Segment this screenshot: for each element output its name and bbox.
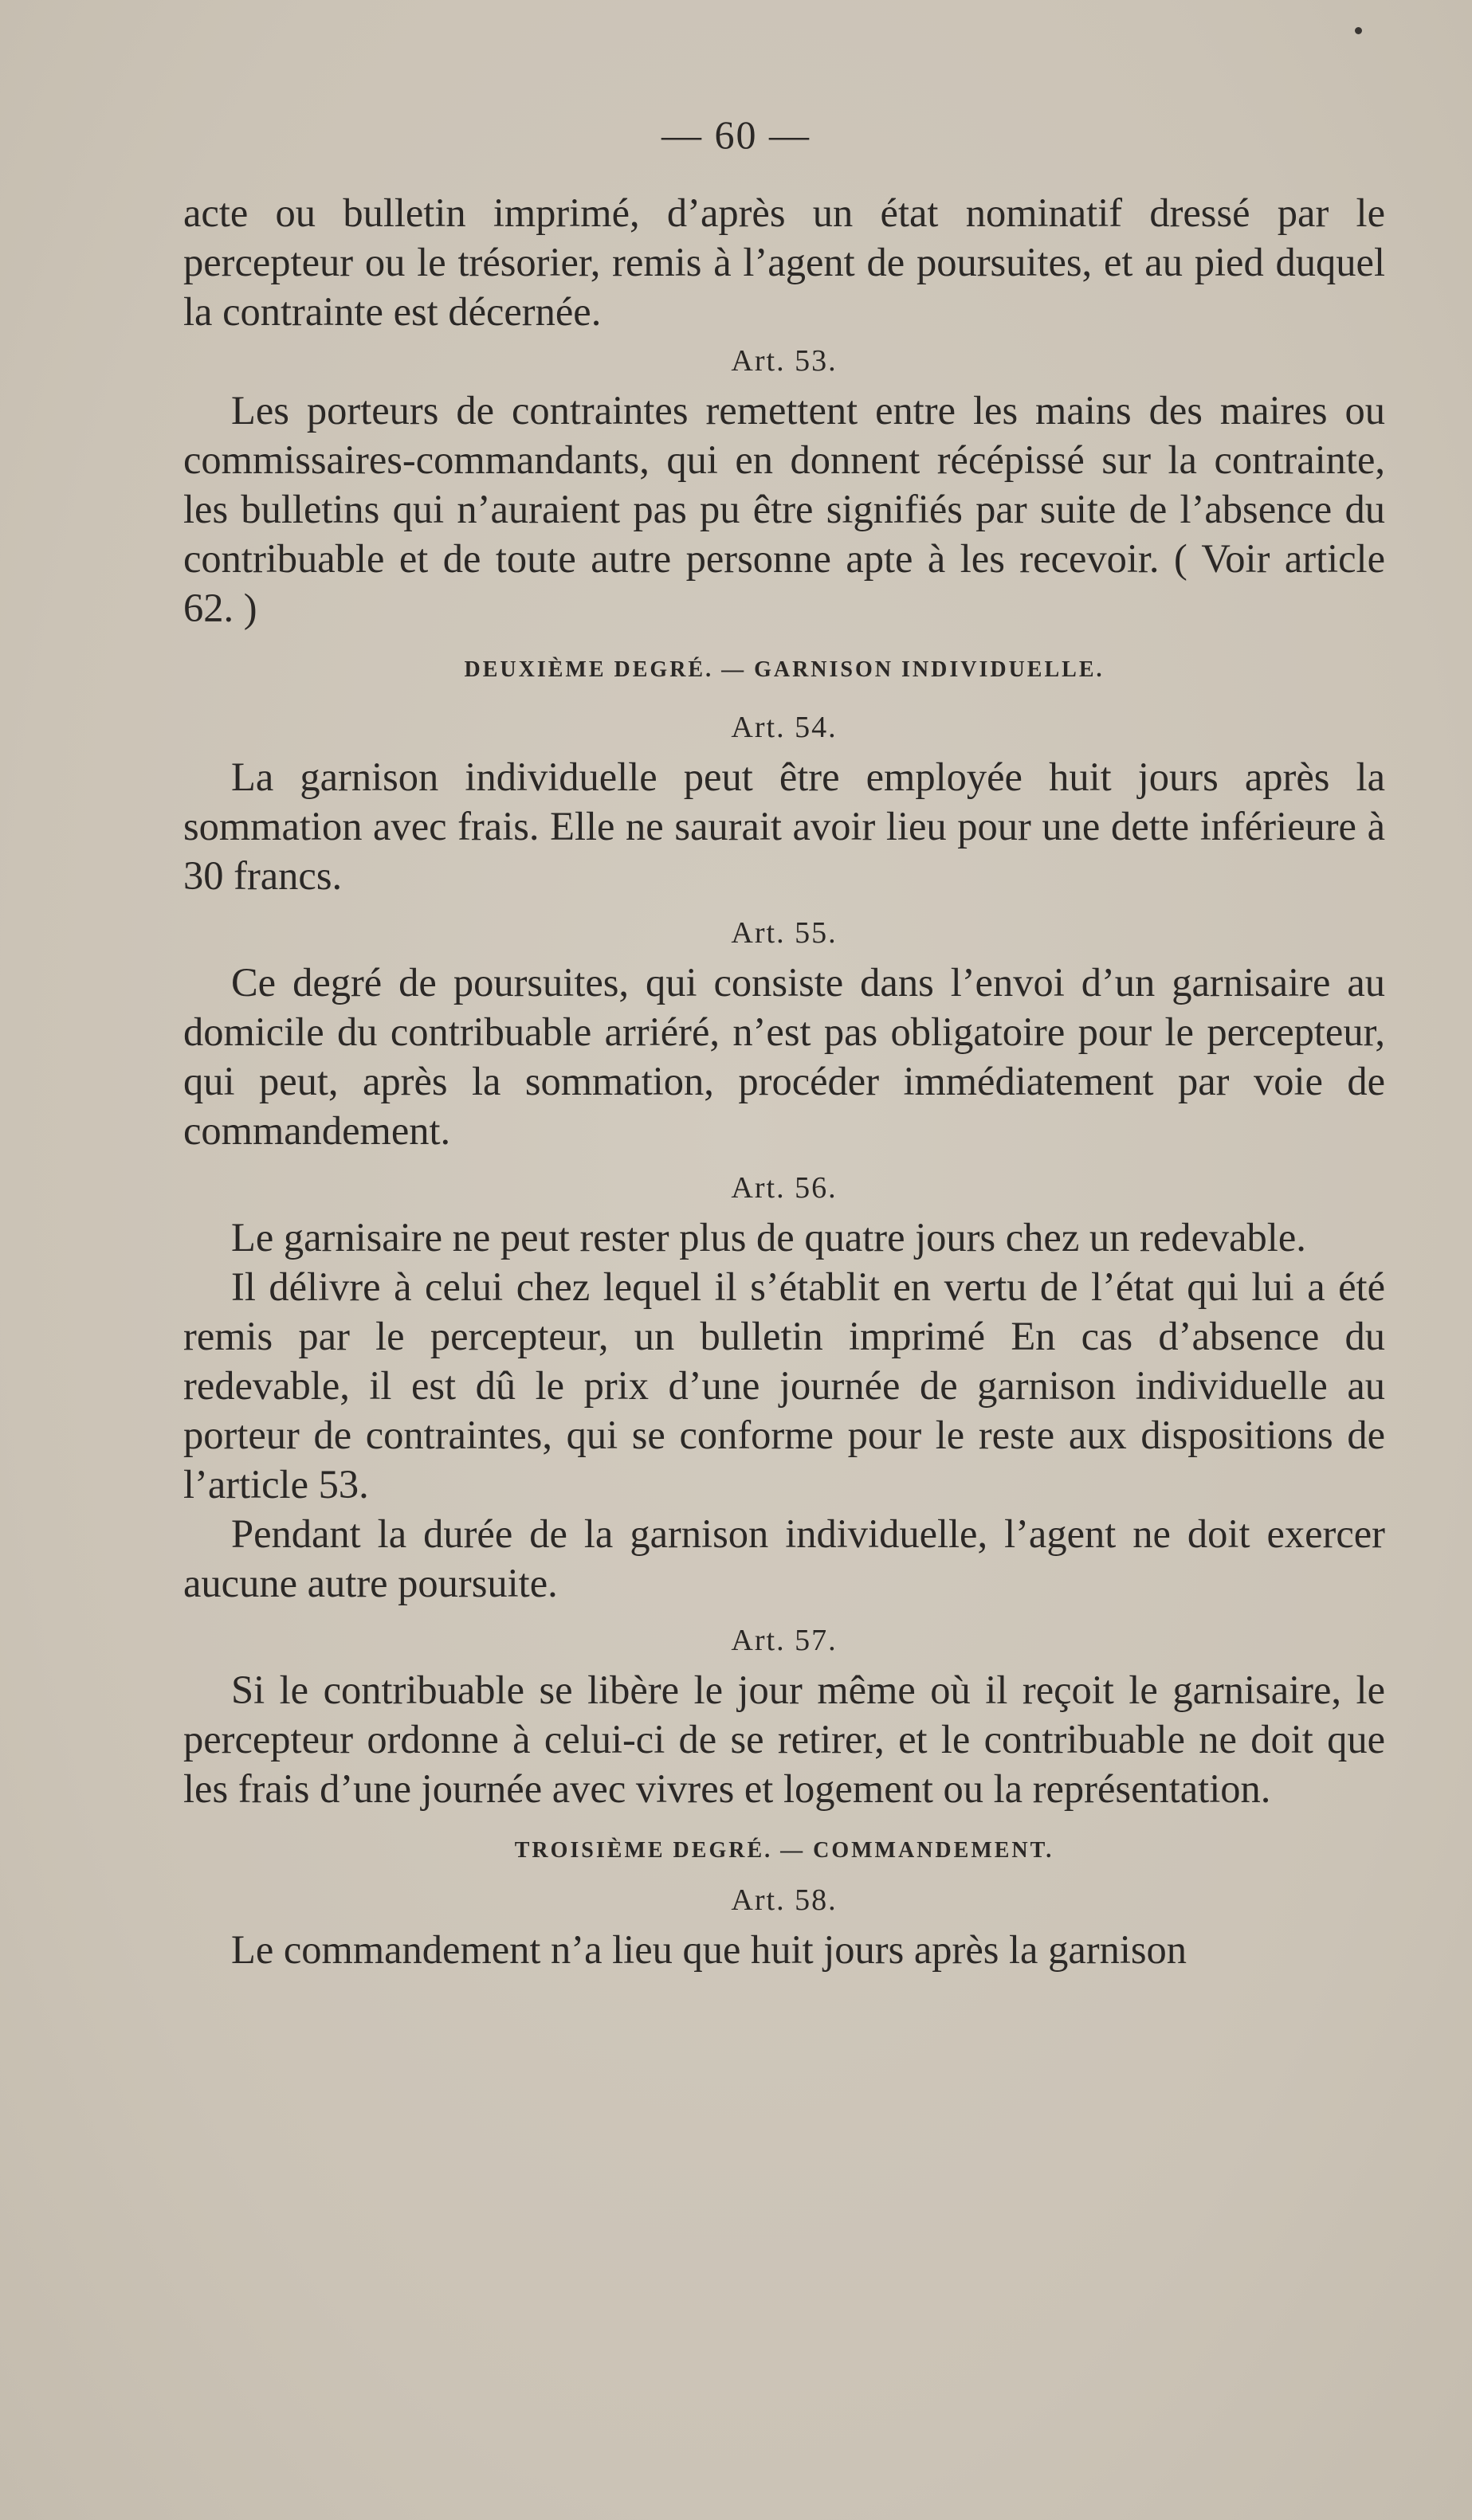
- section-heading-deuxieme-degre: DEUXIÈME DEGRÉ. — GARNISON INDIVIDUELLE.: [464, 657, 1105, 682]
- paragraph-art-56-a: Le garnisaire ne peut rester plus de quatre jours chez un redevable.: [231, 1215, 1306, 1260]
- page-number: — 60 —: [661, 112, 811, 157]
- article-heading-57: Art. 57.: [731, 1624, 838, 1657]
- paragraph-art-56-b: Il délivre à celui chez lequel il s’établit en vertu de l’état qui lui a été remis par le percepteur, un bulletin imprimé En cas d’absence du redevable, il est dû le prix d’une journée de garnison individuelle au porteur de contraintes, qui se conforme pour le reste aux dispositions de l’article 53.: [183, 1264, 1385, 1507]
- article-heading-53: Art. 53.: [731, 344, 838, 378]
- ink-speck: [1355, 27, 1362, 34]
- article-heading-55: Art. 55.: [731, 916, 838, 950]
- section-heading-troisieme-degre: TROISIÈME DEGRÉ. — COMMANDEMENT.: [514, 1838, 1054, 1863]
- paragraph-art-56-c: Pendant la durée de la garnison individuelle, l’agent ne doit exercer aucune autre poursuite.: [183, 1511, 1385, 1605]
- article-heading-56: Art. 56.: [731, 1171, 838, 1205]
- article-heading-54: Art. 54.: [731, 711, 838, 744]
- paragraph-art-58: Le commandement n’a lieu que huit jours après la garnison: [231, 1927, 1187, 1972]
- page-text: [183, 188, 1385, 1974]
- paragraph-art-55: Ce degré de poursuites, qui consiste dans l’envoi d’un garnisaire au domicile du contribuable arriéré, n’est pas obligatoire pour le percepteur, qui peut, après la sommation, procéder immédiatement par voie de commandement.: [183, 960, 1385, 1153]
- paragraph-art-57: Si le contribuable se libère le jour même où il reçoit le garnisaire, le percepteur ordonne à celui-ci de se retirer, et le contribuable ne doit que les frais d’une journée avec vivres et logement ou la représentation.: [183, 1668, 1385, 1811]
- paragraph-art-53: Les porteurs de contraintes remettent entre les mains des maires ou commissaires-commandants, qui en donnent récépissé sur la contrainte, les bulletins qui n’auraient pas pu être signifiés par suite de l’absence du contribuable et de toute autre personne apte à les recevoir. ( Voir article 62. ): [183, 388, 1385, 630]
- article-heading-58: Art. 58.: [731, 1883, 838, 1917]
- paragraph-continuation: acte ou bulletin imprimé, d’après un état nominatif dressé par le percepteur ou le trésorier, remis à l’agent de poursuites, et au pied duquel la contrainte est décernée.: [183, 190, 1385, 334]
- paragraph-art-54: La garnison individuelle peut être employée huit jours après la sommation avec frais. Elle ne saurait avoir lieu pour une dette inférieure à 30 francs.: [183, 754, 1385, 898]
